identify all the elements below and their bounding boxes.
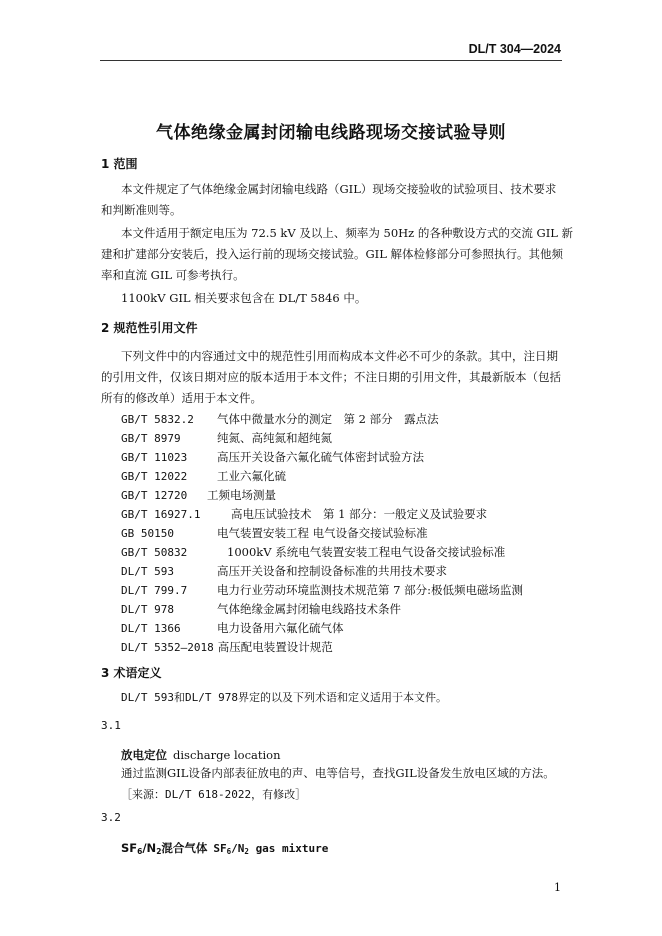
section-1-p2-line3: 率和直流 GIL 可参考执行。 xyxy=(101,268,245,282)
reference-code: DL/T 593 xyxy=(121,565,174,578)
term-3-1-number: 3.1 xyxy=(101,719,121,732)
section-2-intro-line1: 下列文件中的内容通过文中的规范性引用而构成本文件必不可少的条款。其中，注日期 xyxy=(121,349,558,363)
section-1-p1-line2: 和判断准则等。 xyxy=(101,203,182,217)
reference-code: DL/T 799.7 xyxy=(121,584,188,597)
term-3-1-en: discharge location xyxy=(173,748,281,762)
page-number: 1 xyxy=(554,881,561,894)
term-3-1-source: ［来源：DL/T 618-2022，有修改］ xyxy=(121,788,307,801)
reference-code: GB/T 50832 xyxy=(121,546,188,559)
term-3-2-zh xyxy=(121,841,207,855)
reference-code: DL/T 978 xyxy=(121,603,174,616)
term-3-1-definition: 通过监测GIL设备内部表征放电的声、电等信号，查找GIL设备发生放电区域的方法。 xyxy=(121,766,555,780)
section-1-heading: 1 范围 xyxy=(101,157,138,171)
reference-title: 高压配电装置设计规范 xyxy=(217,640,333,654)
reference-title: 气体中微量水分的测定 第 2 部分 露点法 xyxy=(217,412,439,426)
reference-code: GB 50150 xyxy=(121,527,174,540)
reference-code: GB/T 12022 xyxy=(121,470,188,483)
section-1-p1-line1: 本文件规定了气体绝缘金属封闭输电线路（GIL）现场交接验收的试验项目、技术要求 xyxy=(121,182,557,196)
term-3-1-heading xyxy=(121,745,281,765)
section-1-p3: 1100kV GIL 相关要求包含在 DL/T 5846 中。 xyxy=(121,291,367,305)
reference-item xyxy=(121,428,332,449)
reference-code: GB/T 16927.1 xyxy=(121,508,201,521)
term-3-2-heading xyxy=(121,838,328,862)
reference-item xyxy=(121,637,333,658)
reference-code: GB/T 11023 xyxy=(121,451,188,464)
subscript-6-en: 6 xyxy=(226,847,232,856)
subscript-2: 2 xyxy=(156,847,162,856)
subscript-2-en: 2 xyxy=(244,847,249,856)
reference-item xyxy=(121,561,447,582)
reference-title: 电气装置安装工程 电气设备交接试验标准 xyxy=(217,526,428,540)
reference-item xyxy=(121,504,487,525)
formula-n: /N xyxy=(142,841,157,855)
section-3-heading: 3 术语定义 xyxy=(101,666,162,680)
term-3-2-zh-rest: 混合气体 xyxy=(161,841,208,855)
reference-item xyxy=(121,447,424,468)
reference-item xyxy=(121,485,276,506)
reference-title: 纯氮、高纯氮和超纯氮 xyxy=(217,431,332,445)
header-rule xyxy=(100,60,562,61)
section-3-intro: DL/T 593和DL/T 978界定的以及下列术语和定义适用于本文件。 xyxy=(121,691,447,704)
reference-item xyxy=(121,618,344,639)
reference-title: 工业六氟化硫 xyxy=(217,469,286,483)
formula-sf: SF xyxy=(121,841,138,855)
reference-item xyxy=(121,523,428,544)
reference-title: 气体绝缘金属封闭输电线路技术条件 xyxy=(217,602,401,616)
section-2-intro-line2: 的引用文件，仅该日期对应的版本适用于本文件；不注日期的引用文件，其最新版本（包括 xyxy=(101,370,561,384)
term-3-2-en xyxy=(213,842,328,855)
reference-item xyxy=(121,542,505,563)
reference-title: 电力设备用六氟化硫气体 xyxy=(217,621,344,635)
section-1-p2-line2: 建和扩建部分安装后，投入运行前的现场交接试验。GIL 解体检修部分可参照执行。其他频 xyxy=(101,247,564,261)
section-2-heading: 2 规范性引用文件 xyxy=(101,321,198,335)
reference-code: GB/T 8979 xyxy=(121,432,181,445)
reference-title: 高电压试验技术 第 1 部分：一般定义及试验要求 xyxy=(231,507,488,521)
term-3-2-en-rest: gas mixture xyxy=(255,842,329,855)
term-3-1-zh: 放电定位 xyxy=(121,748,167,762)
reference-title: 工频电场测量 xyxy=(207,488,276,502)
reference-item xyxy=(121,599,401,620)
section-1-p2-line1: 本文件适用于额定电压为 72.5 kV 及以上、频率为 50Hz 的各种敷设方式的交流 GIL 新 xyxy=(121,226,574,240)
document-title: 气体绝缘金属封闭输电线路现场交接试验导则 xyxy=(156,123,506,143)
reference-title: 高压开关设备六氟化硫气体密封试验方法 xyxy=(217,450,424,464)
reference-code: DL/T 1366 xyxy=(121,622,181,635)
reference-item xyxy=(121,466,286,487)
section-2-intro-line3: 所有的修改单）适用于本文件。 xyxy=(101,391,262,405)
term-3-2-number: 3.2 xyxy=(101,811,121,824)
reference-code: GB/T 5832.2 xyxy=(121,413,194,426)
reference-code: GB/T 12720 xyxy=(121,489,188,502)
reference-title: 电力行业劳动环境监测技术规范第 7 部分:极低频电磁场监测 xyxy=(217,583,523,597)
reference-item xyxy=(121,409,439,430)
standard-number: DL/T 304—2024 xyxy=(468,42,561,56)
reference-code: DL/T 5352—2018 xyxy=(121,641,214,654)
subscript-6: 6 xyxy=(137,847,143,856)
formula-n-en: /N xyxy=(231,842,245,855)
reference-title: 1000kV 系统电气装置安装工程电气设备交接试验标准 xyxy=(227,545,506,559)
reference-title: 高压开关设备和控制设备标准的共用技术要求 xyxy=(217,564,447,578)
formula-sf-en: SF xyxy=(213,842,227,855)
reference-item xyxy=(121,580,523,601)
